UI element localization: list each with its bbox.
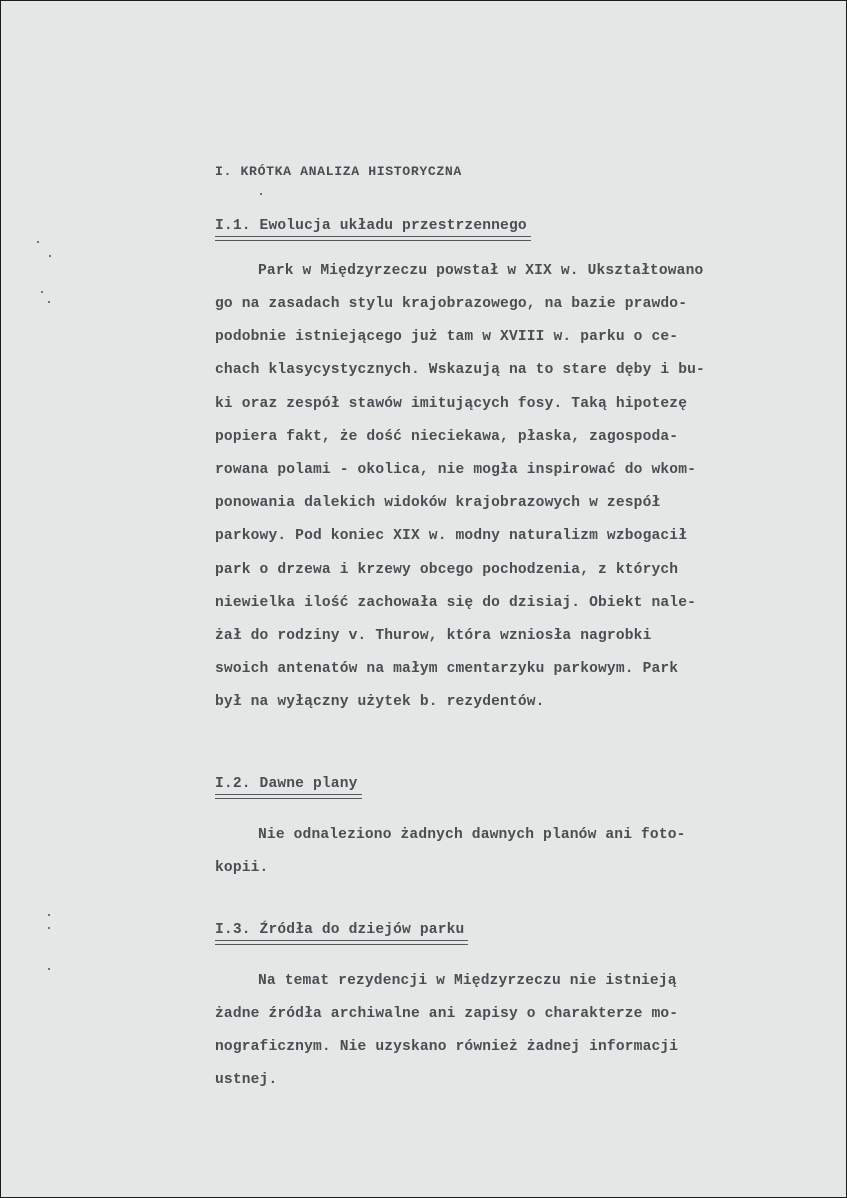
text-line: był na wyłączny użytek b. rezydentów. — [215, 694, 545, 710]
text-line: Na temat rezydencji w Międzyrzeczu nie istnieją — [258, 973, 677, 989]
section-heading-1-1-text: I.1. Ewolucja układu przestrzennego — [215, 218, 527, 234]
text-line: Nie odnaleziono żadnych dawnych planów ani foto- — [258, 827, 686, 843]
document-title: I. KRÓTKA ANALIZA HISTORYCZNA — [215, 164, 462, 179]
text-line: ponowania dalekich widoków krajobrazowych w zespół — [215, 495, 661, 511]
section-heading-1-2 — [215, 776, 358, 795]
section-heading-1-3 — [215, 922, 464, 941]
margin-mark — [49, 255, 51, 257]
text-line: ustnej. — [215, 1072, 278, 1088]
text-line: swoich antenatów na małym cmentarzyku parkowym. Park — [215, 661, 679, 677]
text-line: park o drzewa i krzewy obcego pochodzenia, z których — [215, 562, 679, 578]
margin-mark — [48, 927, 50, 929]
margin-mark — [260, 193, 262, 195]
text-line: popiera fakt, że dość nieciekawa, płaska, zagospoda- — [215, 429, 679, 445]
text-line: podobnie istniejącego już tam w XVIII w. parku o ce- — [215, 329, 679, 345]
section-heading-1-2-text: I.2. Dawne plany — [215, 776, 358, 792]
margin-mark — [48, 968, 50, 970]
section-heading-1-1 — [215, 218, 527, 237]
heading-underline — [215, 794, 362, 799]
text-line: ki oraz zespół stawów imitujących fosy. Taką hipotezę — [215, 396, 688, 412]
text-line: chach klasycystycznych. Wskazują na to stare dęby i bu- — [215, 362, 705, 378]
text-line: parkowy. Pod koniec XIX w. modny naturalizm wzbogacił — [215, 528, 688, 544]
text-line: żał do rodziny v. Thurow, która wzniosła nagrobki — [215, 628, 652, 644]
margin-mark — [37, 241, 39, 243]
heading-underline — [215, 940, 468, 945]
text-line: żadne źródła archiwalne ani zapisy o charakterze mo- — [215, 1006, 679, 1022]
text-line: nograficznym. Nie uzyskano również żadnej informacji — [215, 1039, 679, 1055]
text-line: rowana polami - okolica, nie mogła inspirować do wkom- — [215, 462, 697, 478]
margin-mark — [41, 291, 43, 293]
text-line: kopii. — [215, 860, 269, 876]
section-heading-1-3-text: I.3. Źródła do dziejów parku — [215, 922, 465, 938]
text-line: go na zasadach stylu krajobrazowego, na bazie prawdo- — [215, 296, 688, 312]
heading-underline — [215, 236, 531, 241]
text-line: niewielka ilość zachowała się do dzisiaj. Obiekt nale- — [215, 595, 697, 611]
text-line: Park w Międzyrzeczu powstał w XIX w. Ukształtowano — [258, 263, 704, 279]
margin-mark — [48, 914, 50, 916]
margin-mark — [48, 301, 50, 303]
